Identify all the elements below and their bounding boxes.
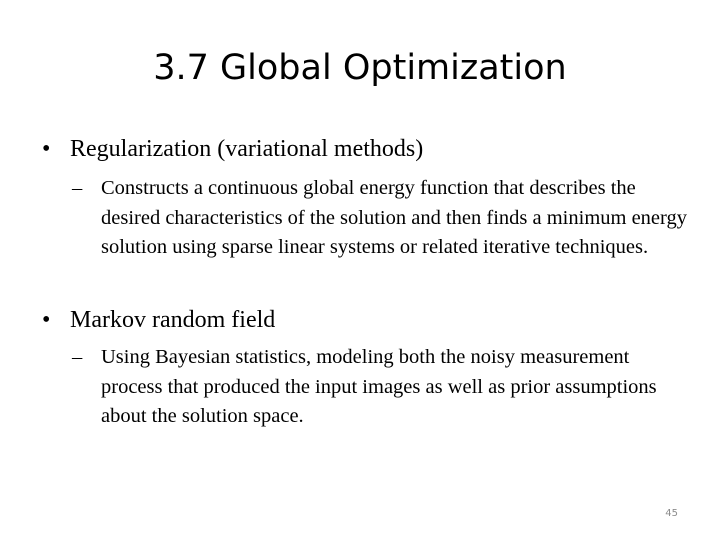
- slide-title: 3.7 Global Optimization: [153, 48, 567, 88]
- bullet-text: Markov random field: [70, 307, 276, 333]
- bullet-text: Regularization (variational methods): [70, 136, 424, 162]
- sub-bullet-regularization: [72, 174, 692, 263]
- bullet-markov-random-field: [42, 306, 702, 334]
- sub-bullet-text: Using Bayesian statistics, modeling both the noisy measurement process that produced the input images as well as prior assumptions about the solution space.: [101, 346, 657, 427]
- sub-bullet-mark: –: [72, 177, 83, 199]
- sub-bullet-markov: [72, 343, 692, 432]
- bullet-regularization: [42, 135, 702, 163]
- bullet-mark: •: [42, 136, 51, 162]
- page-number: 45: [665, 508, 678, 519]
- sub-bullet-mark: –: [72, 346, 83, 368]
- sub-bullet-text: Constructs a continuous global energy function that describes the desired characteristics of the solution and then finds a minimum energy solution using sparse linear systems or related iterative techniques.: [101, 177, 687, 258]
- bullet-mark: •: [42, 307, 51, 333]
